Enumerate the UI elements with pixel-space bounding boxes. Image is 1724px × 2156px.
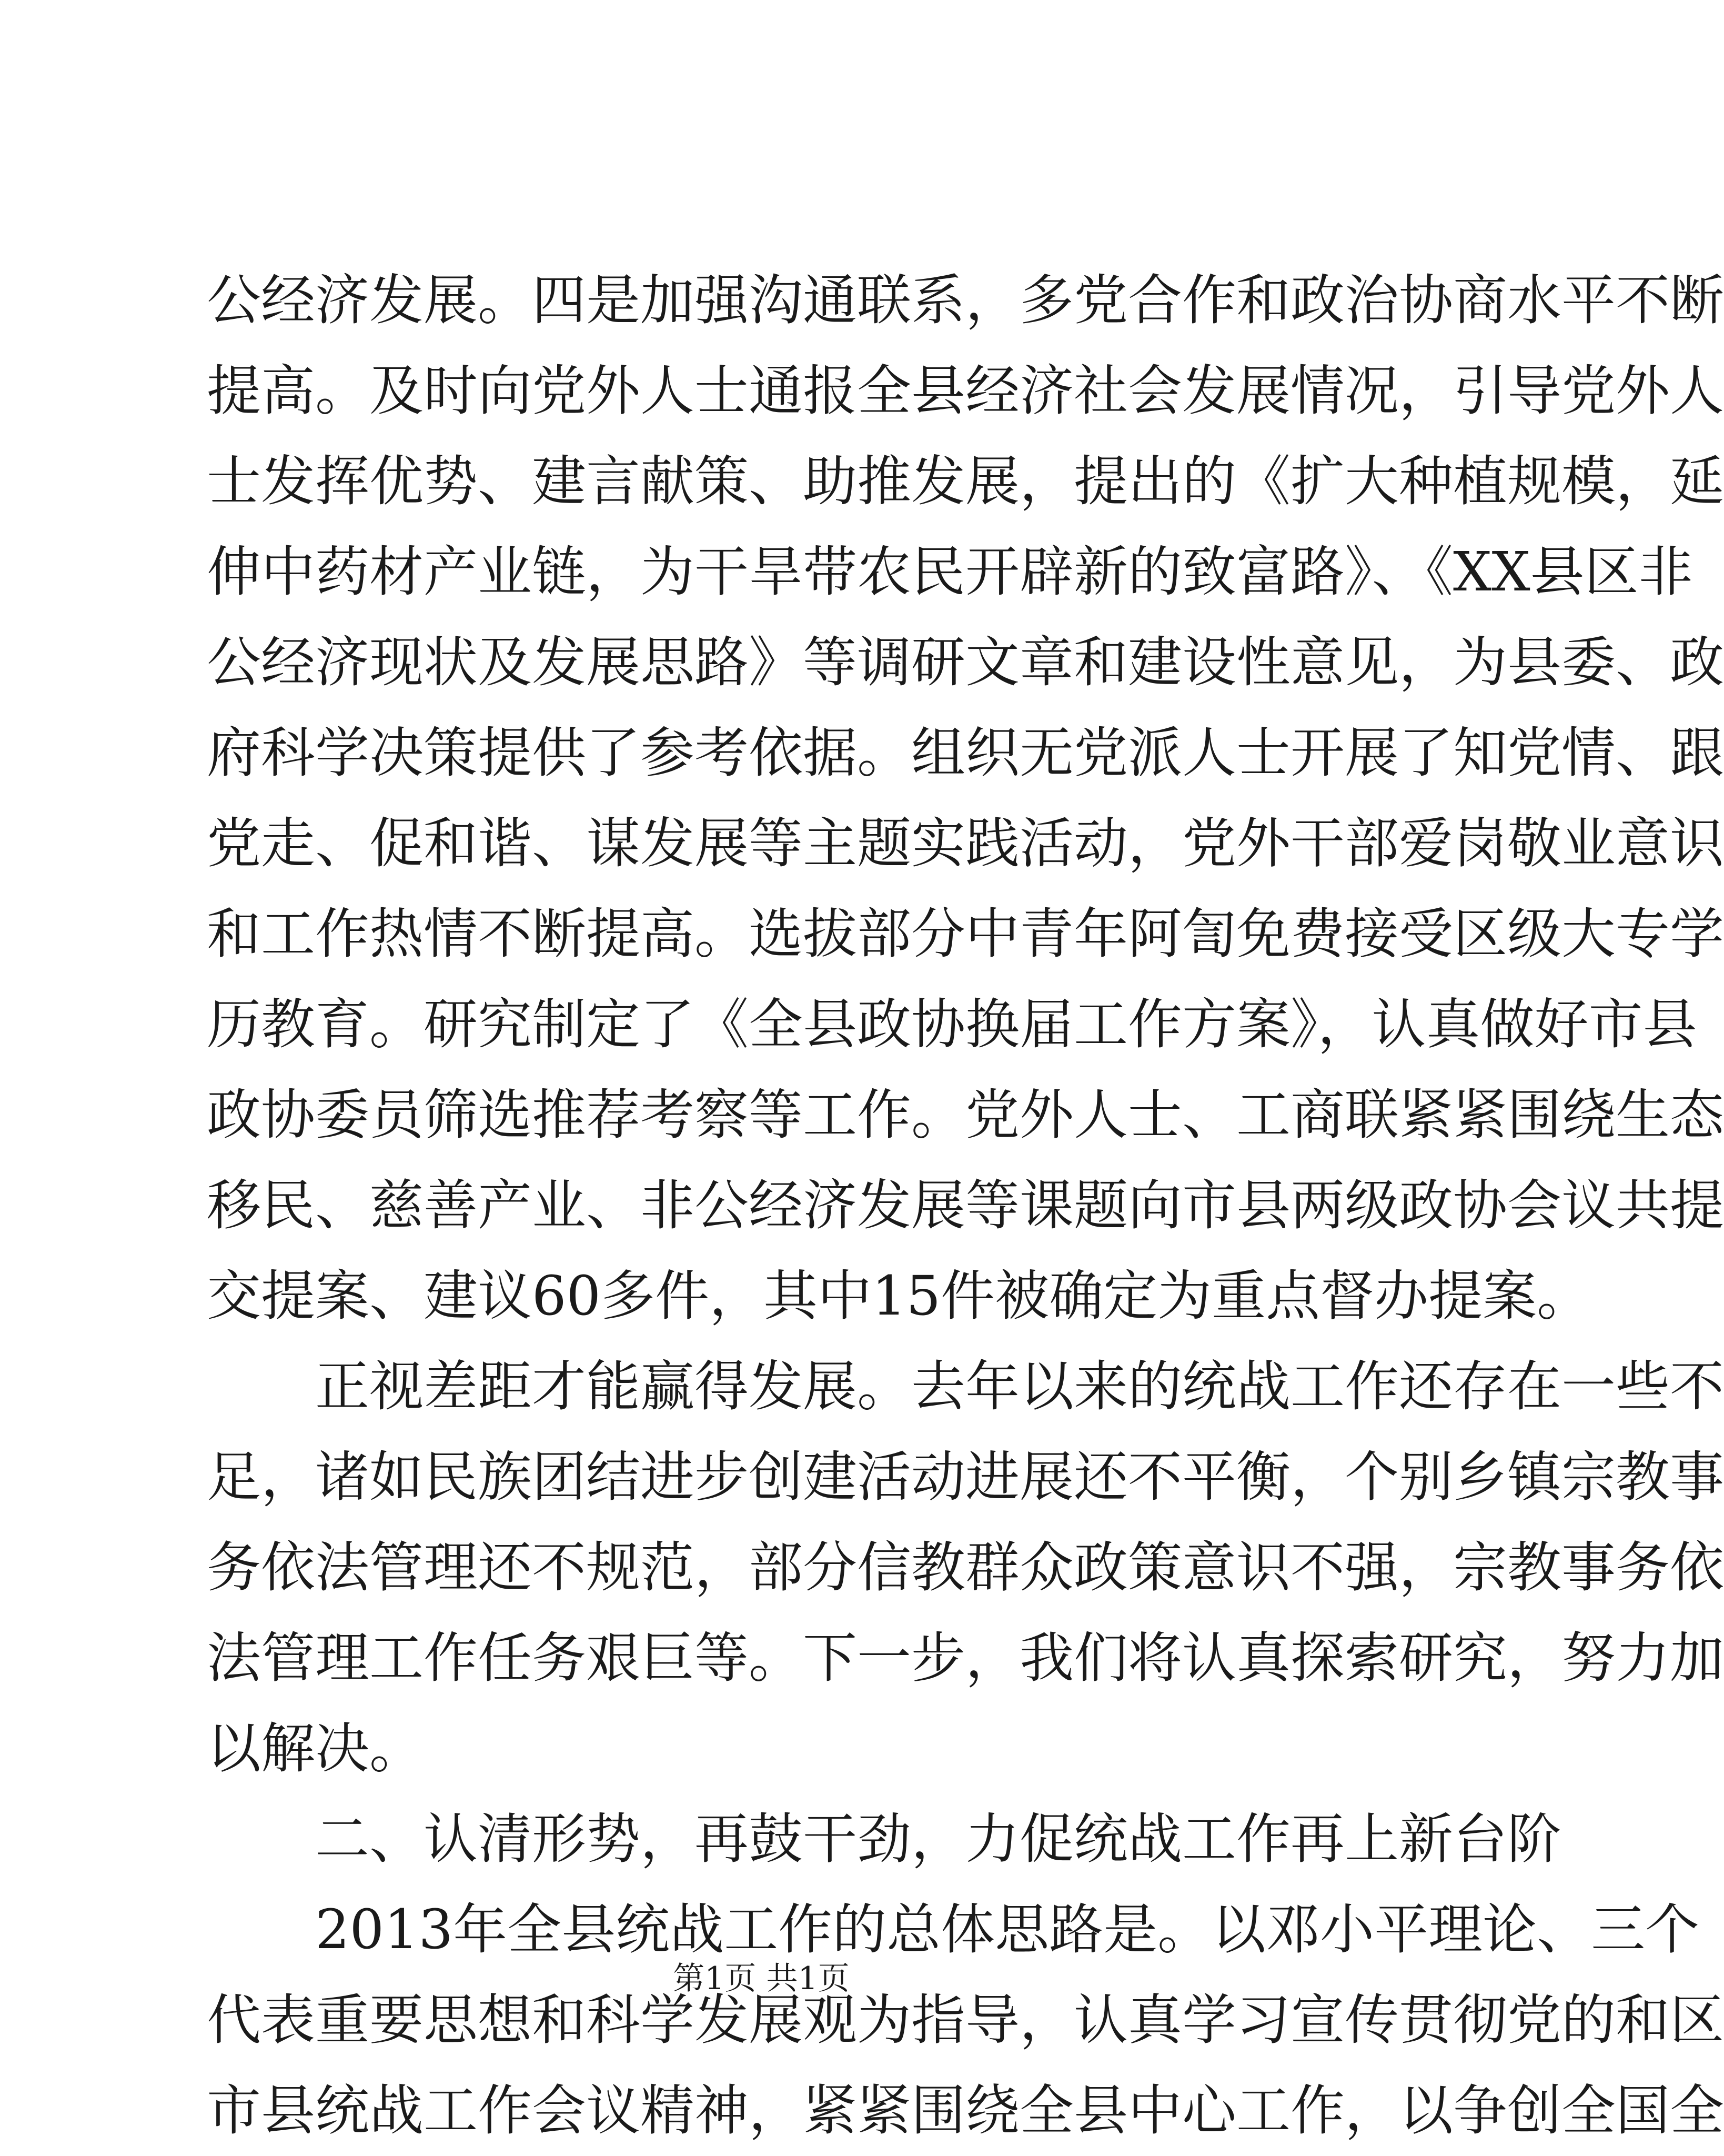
- text-line: 移民、慈善产业、非公经济发展等课题向市县两级政协会议共提: [207, 1174, 1724, 1237]
- text-line: 务依法管理还不规范，部分信教群众政策意识不强，宗教事务依: [207, 1536, 1724, 1599]
- paragraph-shortcomings: [207, 1341, 1724, 1794]
- document-body: [207, 255, 1724, 2156]
- text-line: 法管理工作任务艰巨等。下一步，我们将认真探索研究，努力加: [207, 1627, 1724, 1690]
- paragraph-overall-approach: [207, 1884, 1724, 2156]
- text-line: 和工作热情不断提高。选拔部分中青年阿訇免费接受区级大专学: [207, 902, 1724, 966]
- text-line: 交提案、建议60多件，其中15件被确定为重点督办提案。: [207, 1265, 1591, 1328]
- text-line: 公经济现状及发展思路》等调研文章和建设性意见，为县委、政: [207, 631, 1724, 694]
- paragraph-nonpublic-economy: [207, 255, 1724, 1341]
- page-number-footer: 第1页 共1页: [673, 1960, 850, 1997]
- text-line: 2013年全县统战工作的总体思路是。以邓小平理论、三个: [315, 1898, 1700, 1961]
- text-line: 以解决。: [207, 1717, 424, 1780]
- text-line: 伸中药材产业链，为干旱带农民开辟新的致富路》、《XX县区非: [207, 540, 1693, 604]
- text-line: 足，诸如民族团结进步创建活动进展还不平衡，个别乡镇宗教事: [207, 1446, 1724, 1509]
- text-line: 市县统战工作会议精神，紧紧围绕全县中心工作，以争创全国全: [207, 2079, 1724, 2142]
- section-heading: [207, 1794, 1561, 1884]
- text-line: 士发挥优势、建言献策、助推发展，提出的《扩大种植规模，延: [207, 450, 1724, 513]
- text-line: 政协委员筛选推荐考察等工作。党外人士、工商联紧紧围绕生态: [207, 1084, 1724, 1147]
- text-line: 府科学决策提供了参考依据。组织无党派人士开展了知党情、跟: [207, 721, 1724, 785]
- text-line: 党走、促和谐、谋发展等主题实践活动，党外干部爱岗敬业意识: [207, 812, 1724, 875]
- text-line: 历教育。研究制定了《全县政协换届工作方案》，认真做好市县: [207, 993, 1697, 1056]
- text-line: 提高。及时向党外人士通报全县经济社会发展情况，引导党外人: [207, 359, 1724, 423]
- text-line: 公经济发展。四是加强沟通联系，多党合作和政治协商水平不断: [207, 269, 1724, 332]
- text-line: 正视差距才能赢得发展。去年以来的统战工作还存在一些不: [315, 1355, 1724, 1418]
- text-line: 代表重要思想和科学发展观为指导，认真学习宣传贯彻党的和区: [207, 1989, 1724, 2052]
- section-heading-text: 二、认清形势，再鼓干劲，力促统战工作再上新台阶: [315, 1808, 1561, 1871]
